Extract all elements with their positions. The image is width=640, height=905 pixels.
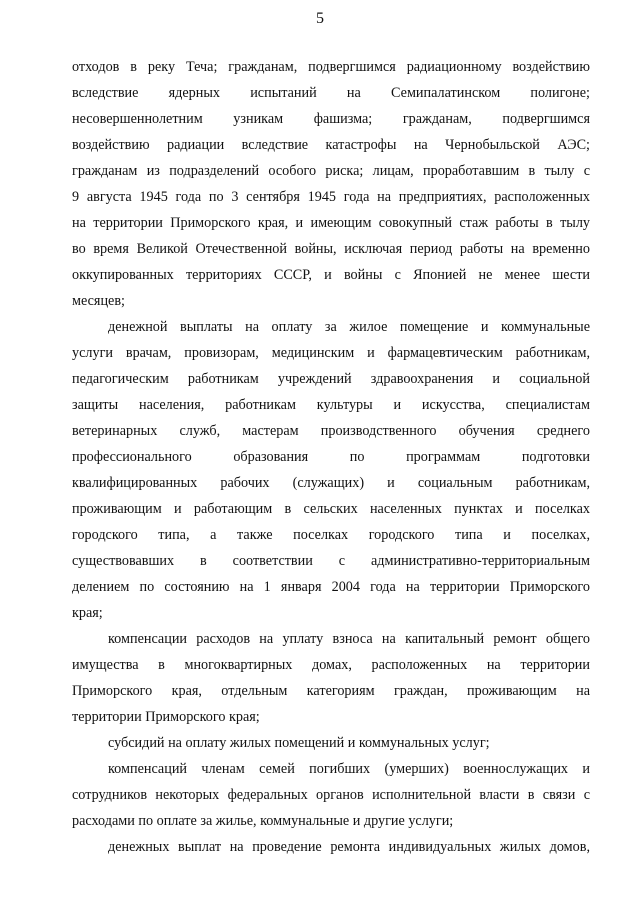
text-line: защиты населения, работникам культуры и искусства, специалистам [72, 397, 590, 413]
body-text [72, 54, 590, 860]
text-line: существовавших в соответствии с административно-территориальным [72, 553, 590, 569]
paragraph-first-line: компенсации расходов на уплату взноса на капитальный ремонт общего [108, 631, 590, 647]
text-line: городского типа, а также поселках городского типа и поселках, [72, 527, 590, 543]
text-line: 9 августа 1945 года по 3 сентября 1945 года на предприятиях, расположенных [72, 189, 590, 205]
text-line: вследствие ядерных испытаний на Семипалатинском полигоне; [72, 85, 590, 101]
text-line: услуги врачам, провизорам, медицинским и фармацевтическим работникам, [72, 345, 590, 361]
text-line: края; [72, 605, 103, 621]
paragraph-first-line: субсидий на оплату жилых помещений и коммунальных услуг; [108, 735, 490, 751]
text-line: на территории Приморского края, и имеющим совокупный стаж работы в тылу [72, 215, 590, 231]
text-line: территории Приморского края; [72, 709, 260, 725]
text-line: воздействию радиации вследствие катастрофы на Чернобыльской АЭС; [72, 137, 590, 153]
text-line: проживающим и работающим в сельских населенных пунктах и поселках [72, 501, 590, 517]
text-line: сотрудников некоторых федеральных органов исполнительной власти в связи с [72, 787, 590, 803]
text-line: делением по состоянию на 1 января 2004 года на территории Приморского [72, 579, 590, 595]
text-line: имущества в многоквартирных домах, расположенных на территории [72, 657, 590, 673]
text-line: месяцев; [72, 293, 125, 309]
paragraph-first-line: компенсаций членам семей погибших (умерших) военнослужащих и [108, 761, 590, 777]
text-line: во время Великой Отечественной войны, исключая период работы на временно [72, 241, 590, 257]
text-line: ветеринарных служб, мастерам производственного обучения среднего [72, 423, 590, 439]
text-line: оккупированных территориях СССР, и войны с Японией не менее шести [72, 267, 590, 283]
text-line: гражданам из подразделений особого риска; лицам, проработавшим в тылу с [72, 163, 590, 179]
page-number: 5 [316, 10, 324, 27]
text-line: Приморского края, отдельным категориям граждан, проживающим на [72, 683, 590, 699]
text-line: отходов в реку Теча; гражданам, подвергшимся радиационному воздействию [72, 59, 590, 75]
text-line: расходами по оплате за жилье, коммунальные и другие услуги; [72, 813, 454, 829]
text-line: несовершеннолетним узникам фашизма; гражданам, подвергшимся [72, 111, 590, 127]
text-line: педагогическим работникам учреждений здравоохранения и социальной [72, 371, 590, 387]
paragraph-first-line: денежных выплат на проведение ремонта индивидуальных жилых домов, [108, 839, 590, 855]
text-line: квалифицированных рабочих (служащих) и социальным работникам, [72, 475, 590, 491]
paragraph-first-line: денежной выплаты на оплату за жилое помещение и коммунальные [108, 319, 590, 335]
text-line: профессионального образования по программам подготовки [72, 449, 590, 465]
